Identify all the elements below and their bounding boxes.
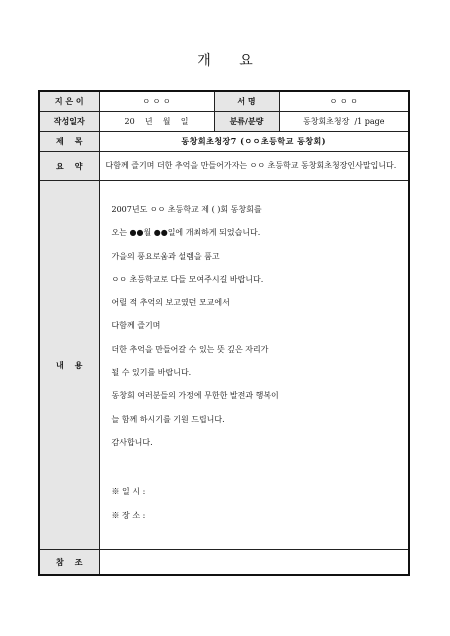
date-row <box>39 112 409 132</box>
subject-row <box>39 132 409 152</box>
author-label: 지 은 이 <box>39 91 99 112</box>
signature-label: 서 명 <box>214 91 279 112</box>
schedule-place: ※ 장 소 : <box>111 510 146 520</box>
document-title <box>0 50 450 70</box>
author-value: ㅇ ㅇ ㅇ <box>99 91 214 112</box>
overview-form-table <box>38 90 410 576</box>
content-line: 오는 ●●월 ●●일에 개최하게 되었습니다. <box>111 228 261 238</box>
reference-row <box>39 550 409 576</box>
signature-value: ㅇ ㅇ ㅇ <box>279 91 409 112</box>
content-line: 2007년도 ㅇㅇ 초등학교 제 ( )회 동창회를 <box>111 205 262 214</box>
summary-label: 요 약 <box>39 152 99 181</box>
summary-row <box>39 152 409 181</box>
content-line: ㅇㅇ 초등학교로 다들 모여주시길 바랍니다. <box>111 274 264 284</box>
title-char-2: 요 <box>239 53 253 69</box>
date-label: 작성일자 <box>39 112 99 132</box>
content-line: 늘 함께 하시기를 기원 드립니다. <box>111 414 225 424</box>
author-row <box>39 91 409 112</box>
content-line: 될 수 있기를 바랍니다. <box>111 368 192 378</box>
category-label: 분류/분량 <box>214 112 279 132</box>
content-line: 어릴 적 추억의 보고였던 모교에서 <box>111 298 230 308</box>
content-line: 다함께 즐기며 <box>111 321 161 331</box>
date-value: 20 년 월 일 <box>99 112 214 132</box>
subject-value: 동창회초청장7 (ㅇㅇ초등학교 동창회) <box>99 132 409 152</box>
title-char-1: 개 <box>197 53 211 69</box>
summary-value: 다함께 즐기며 더한 추억을 만들어가자는 ㅇㅇ 초등학교 동창회초청장인사말입니다. <box>99 152 409 181</box>
content-label: 내 용 <box>39 181 99 550</box>
content-body <box>99 181 409 550</box>
content-row <box>39 181 409 550</box>
content-line: 감사합니다. <box>111 437 153 447</box>
reference-value <box>99 550 409 576</box>
schedule-date: ※ 일 시 : <box>111 487 146 497</box>
subject-label: 제 목 <box>39 132 99 152</box>
reference-label: 참 조 <box>39 550 99 576</box>
content-line: 더한 추억을 만들어갈 수 있는 뜻 깊은 자리가 <box>111 344 269 354</box>
content-line: 동창회 여러분들의 가정에 무한한 발전과 행복이 <box>111 391 279 401</box>
category-value: 동창회초청장 /1 page <box>279 112 409 132</box>
content-line: 가을의 풍요로움과 설렘을 품고 <box>111 251 220 261</box>
